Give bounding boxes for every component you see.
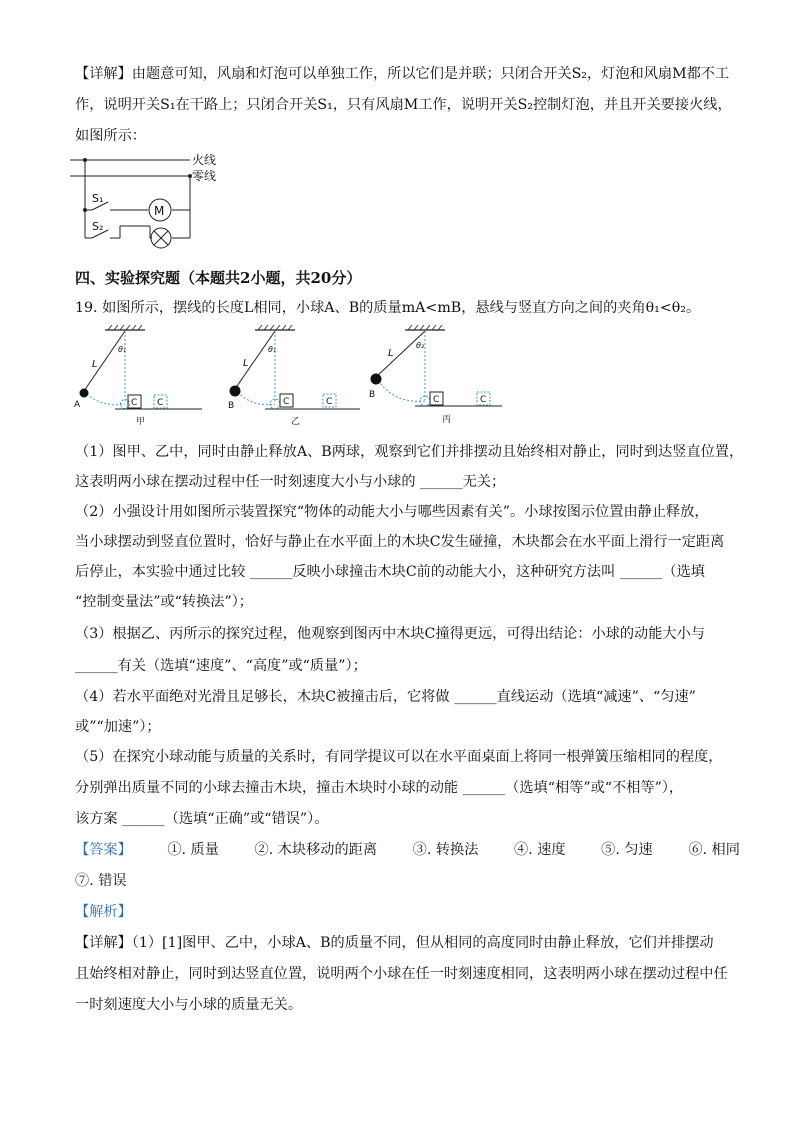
explanation-bottom-line-3: 一时刻速度大小与小球的质量无关。 [75, 997, 303, 1013]
q19-line: （3）根据乙、丙所示的探究过程，他观察到图丙中木块C撞得更远，可得出结论：小球的动能大小与 [75, 626, 705, 642]
answer-item: ①. 质量 [167, 842, 219, 858]
caption-bing: 丙 [442, 415, 452, 425]
q19-line: 这表明两小球在摆动过程中任一时刻速度大小与小球的 ______无关； [75, 474, 506, 490]
q19-line: 或”“加速”）； [75, 719, 161, 735]
switch-s1-label: S₁ [92, 192, 104, 205]
explanation-line-2: 作，说明开关S₁在干路上；只闭合开关S₁，只有风扇M工作，说明开关S₂控制灯泡，并且开关要接火线， [75, 97, 732, 113]
circuit-diagram [70, 150, 250, 255]
yi-ball-label: B [228, 401, 235, 411]
q19-line: 该方案 ______（选填“正确”或“错误”）。 [75, 811, 329, 827]
jia-block-label: C [131, 398, 138, 408]
q19-line: 当小球摆动到竖直位置时，恰好与静止在水平面上的木块C发生碰撞，木块都会在水平面上滑行一定距离 [75, 534, 725, 550]
figure-jia [74, 325, 202, 427]
fan-label: M [154, 204, 165, 218]
answer-item: ③. 转换法 [412, 842, 479, 858]
answer-label: 【答案】 [75, 842, 132, 858]
q19-line: （2）小强设计用如图所示装置探究“物体的动能大小与哪些因素有关”。小球按图示位置由静止释放， [75, 504, 709, 520]
answer-item-7: ⑦. 错误 [75, 873, 127, 889]
figure-yi [228, 325, 360, 427]
jia-length-label: L [92, 359, 98, 370]
q19-line: 分别弹出质量不同的小球去撞击木块，撞击木块时小球的动能 ______（选填“相等”或“不相等”）， [75, 780, 684, 796]
explanation-bottom-line-1: 【详解】（1）[1]图甲、乙中，小球A、B的质量不同，但从相同的高度同时由静止释放，它们并排摆动 [75, 935, 714, 951]
explanation-bottom-line-2: 且始终相对静止，同时到达竖直位置，说明两个小球在任一时刻速度相同，这表明两小球在摆动过程中任 [75, 966, 728, 982]
bing-block-dashed-label: C [480, 395, 487, 405]
section-title: 四、实验探究题（本题共2小题，共20分） [75, 269, 362, 287]
q19-line: “控制变量法”或“转换法”）； [75, 594, 253, 610]
caption-jia: 甲 [136, 417, 146, 427]
jia-ball-label: A [74, 400, 81, 410]
answer-item: ⑤. 匀速 [601, 842, 653, 858]
yi-length-label: L [243, 358, 249, 369]
switch-s2-label: S₂ [92, 220, 104, 233]
q19-stem: 19. 如图所示，摆线的长度L相同，小球A、B的质量mA<mB，悬线与竖直方向之间的夹角θ₁<θ₂。 [75, 300, 701, 316]
answer-row [75, 840, 740, 860]
jia-angle-label: θ₁ [118, 345, 127, 354]
analysis-label: 【解析】 [75, 904, 132, 920]
explanation-line-1: 【详解】由题意可知，风扇和灯泡可以单独工作，所以它们是并联；只闭合开关S₂，灯泡和风扇M都不工 [75, 66, 730, 82]
bing-length-label: L [388, 348, 394, 359]
caption-yi: 乙 [291, 417, 301, 427]
yi-block-label: C [283, 397, 290, 407]
q19-line: （4）若水平面绝对光滑且足够长，木块C被撞击后，它将做 ______直线运动（选填“减速”、“匀速” [75, 689, 696, 705]
pendulum-figures [70, 322, 520, 430]
bing-block-label: C [433, 395, 440, 405]
live-wire-label: 火线 [192, 153, 217, 167]
yi-angle-label: θ₁ [268, 345, 277, 354]
figure-bing [369, 325, 502, 425]
jia-block-dashed-label: C [157, 398, 164, 408]
answer-item: ②. 木块移动的距离 [254, 842, 378, 858]
answer-item: ⑥. 相同 [688, 842, 740, 858]
q19-line: 后停止，本实验中通过比较 ______反映小球撞击木块C前的动能大小，这种研究方法叫 ______（选填 [75, 564, 705, 580]
bing-angle-label: θ₂ [416, 341, 425, 350]
answer-item: ④. 速度 [513, 842, 566, 858]
q19-line: （5）在探究小球动能与质量的关系时，有同学提议可以在水平面桌面上将同一根弹簧压缩相同的程度， [75, 749, 723, 765]
neutral-wire-label: 零线 [192, 169, 217, 183]
bing-ball-label: B [369, 390, 376, 400]
q19-line: ______有关（选填“速度”、“高度”或“质量”）； [75, 658, 367, 674]
yi-block-dashed-label: C [326, 397, 333, 407]
explanation-line-3: 如图所示： [75, 128, 146, 144]
q19-line: （1）图甲、乙中，同时由静止释放A、B两球，观察到它们并排摆动且始终相对静止，同时到达竖直位置， [75, 444, 744, 460]
